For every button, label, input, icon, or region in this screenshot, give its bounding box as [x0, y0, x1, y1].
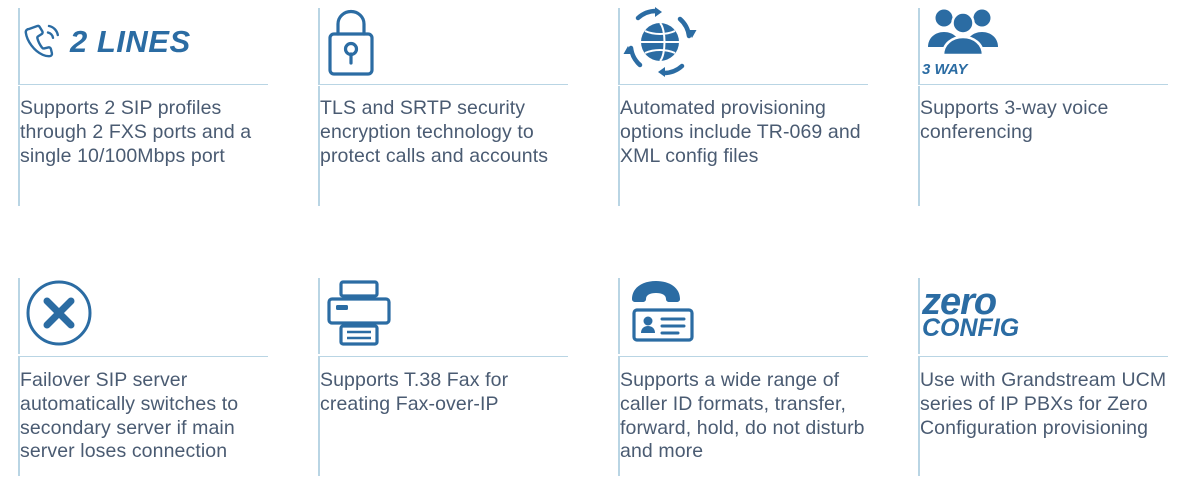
accent-bar-bottom: [18, 86, 20, 206]
accent-bar-top: [318, 278, 320, 354]
feature-description: TLS and SRTP security encryption technology to protect calls and accounts: [320, 97, 549, 167]
feature-description: Use with Grandstream UCM series of IP PBXs for Zero Configuration provisioning: [920, 369, 1167, 439]
feature-description: Failover SIP server automatically switches to secondary server if main server loses connection: [20, 369, 239, 463]
accent-bar-top: [318, 8, 320, 84]
globe-sync-icon: [622, 5, 698, 79]
accent-bar-bottom: [618, 356, 620, 476]
icon-container: [318, 0, 578, 84]
zero-config-icon: [922, 281, 1020, 343]
feature-card-zero-config: [900, 270, 1200, 501]
zero-config-label-line2: CONFIG: [922, 314, 1020, 343]
accent-bar-bottom: [918, 86, 920, 206]
accent-bar-top: [618, 278, 620, 354]
accent-bar-top: [18, 8, 20, 84]
zero-config-label-line1: zero: [922, 281, 997, 324]
fax-printer-icon: [322, 277, 396, 349]
icon-container: [18, 0, 278, 84]
feature-card-provisioning: [600, 0, 900, 270]
feature-card-security: [300, 0, 600, 270]
accent-bar-top: [618, 8, 620, 84]
accent-bar-bottom: [318, 356, 320, 476]
icon-container: [618, 0, 878, 84]
icon-container: [918, 0, 1178, 84]
three-people-conference-icon: [922, 7, 1006, 63]
accent-bar-bottom: [18, 356, 20, 476]
accent-bar-top: [18, 278, 20, 354]
icon-container: [18, 270, 278, 356]
phone-handset-two-lines-icon: [22, 20, 66, 64]
accent-bar-top: [918, 278, 920, 354]
feature-card-conference: [900, 0, 1200, 270]
feature-card-caller-id: [600, 270, 900, 501]
feature-card-two-lines: [0, 0, 300, 270]
icon-container: [918, 270, 1178, 356]
accent-bar-top: [918, 8, 920, 84]
icon-container: [618, 270, 878, 356]
phone-caller-id-card-icon: [622, 277, 706, 349]
icon-container: [318, 270, 578, 356]
feature-description: Supports T.38 Fax for creating Fax-over-IP: [320, 369, 509, 415]
feature-description: Supports a wide range of caller ID formats, transfer, forward, hold, do not disturb and more: [620, 369, 865, 463]
feature-description: Supports 3-way voice conferencing: [920, 97, 1109, 143]
badge-two-lines: 2 LINES: [70, 24, 191, 59]
padlock-icon: [322, 4, 380, 80]
accent-bar-bottom: [618, 86, 620, 206]
feature-card-failover: [0, 270, 300, 501]
feature-card-fax: [300, 270, 600, 501]
badge-three-way: 3 WAY: [922, 60, 968, 78]
accent-bar-bottom: [918, 356, 920, 476]
feature-description: Automated provisioning options include TR-069 and XML config files: [620, 97, 861, 167]
feature-description: Supports 2 SIP profiles through 2 FXS ports and a single 10/100Mbps port: [20, 97, 252, 167]
circle-x-failover-icon: [22, 276, 96, 350]
accent-bar-bottom: [318, 86, 320, 206]
